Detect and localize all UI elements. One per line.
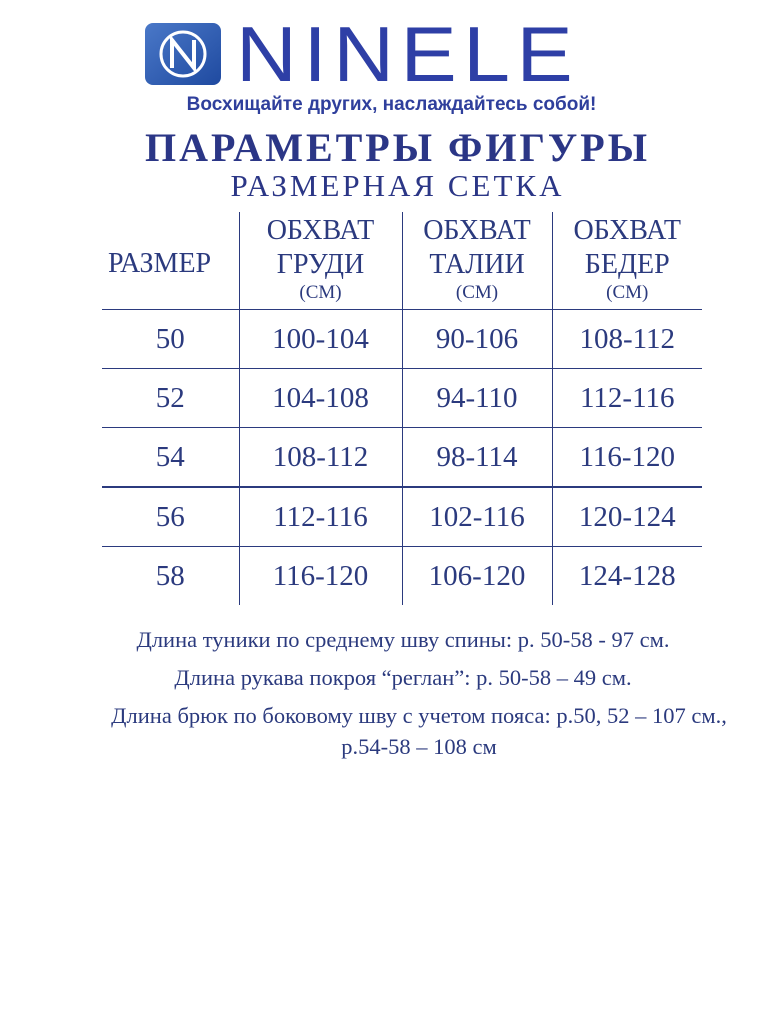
- cell-waist: 90-106: [402, 310, 552, 369]
- table-row: [102, 547, 702, 606]
- note-trousers-length: Длина брюк по боковому шву с учетом пояса: р.50, 52 – 107 см., р.54-58 – 108 см: [111, 703, 727, 759]
- cell-chest: 108-112: [239, 428, 402, 488]
- header-waist-line1: ОБХВАТ: [423, 215, 531, 246]
- cell-hips: 124-128: [552, 547, 702, 606]
- page-subtitle: РАЗМЕРНАЯ СЕТКА: [230, 168, 565, 203]
- cell-waist: 94-110: [402, 369, 552, 428]
- cell-waist: 98-114: [402, 428, 552, 488]
- cell-waist: 102-116: [402, 487, 552, 547]
- page-title: ПАРАМЕТРЫ ФИГУРЫ: [144, 125, 650, 170]
- header-size: [102, 212, 239, 310]
- table-header-row: [102, 212, 702, 310]
- note-tunic-length: Длина туники по среднему шву спины: р. 50-58 - 97 см.: [136, 627, 670, 652]
- header-size-label: РАЗМЕР: [108, 248, 212, 279]
- size-chart-table: [102, 212, 702, 605]
- ninele-logo-icon: [144, 22, 222, 86]
- header-hips: [552, 212, 702, 310]
- cell-size: 56: [102, 487, 239, 547]
- cell-chest: 116-120: [239, 547, 402, 606]
- header-chest: [239, 212, 402, 310]
- header-chest-line1: ОБХВАТ: [266, 215, 375, 246]
- brand-logo-text: NINELE: [236, 10, 580, 98]
- cell-hips: 108-112: [552, 310, 702, 369]
- cell-size: 54: [102, 428, 239, 488]
- cell-size: 50: [102, 310, 239, 369]
- header-hips-unit: (СМ): [606, 282, 649, 303]
- header-waist-unit: (СМ): [455, 282, 499, 303]
- cell-size: 58: [155, 559, 185, 592]
- brand-header: [0, 10, 768, 118]
- cell-hips: 120-124: [552, 487, 702, 547]
- header-chest-line2: ГРУДИ: [276, 249, 365, 280]
- header-hips-line2: БЕДЕР: [584, 249, 670, 280]
- brand-tagline: Восхищайте других, наслаждайтесь собой!: [186, 94, 597, 115]
- cell-chest: 104-108: [239, 369, 402, 428]
- header-waist: [402, 212, 552, 310]
- measurement-notes: [0, 624, 768, 769]
- cell-hips: 112-116: [552, 369, 702, 428]
- table-row: [102, 428, 702, 488]
- header-chest-unit: (СМ): [299, 282, 342, 303]
- cell-chest: 112-116: [239, 487, 402, 547]
- table-row: [102, 487, 702, 547]
- cell-chest: 100-104: [239, 310, 402, 369]
- table-row: [102, 310, 702, 369]
- header-hips-line1: ОБХВАТ: [573, 215, 682, 246]
- note-sleeve-length: Длина рукава покроя “реглан”: р. 50-58 – 49 см.: [174, 665, 632, 690]
- cell-size: 52: [102, 369, 239, 428]
- cell-waist: 106-120: [402, 547, 552, 606]
- cell-hips: 116-120: [552, 428, 702, 488]
- header-waist-line2: ТАЛИИ: [429, 249, 525, 280]
- table-row: [102, 369, 702, 428]
